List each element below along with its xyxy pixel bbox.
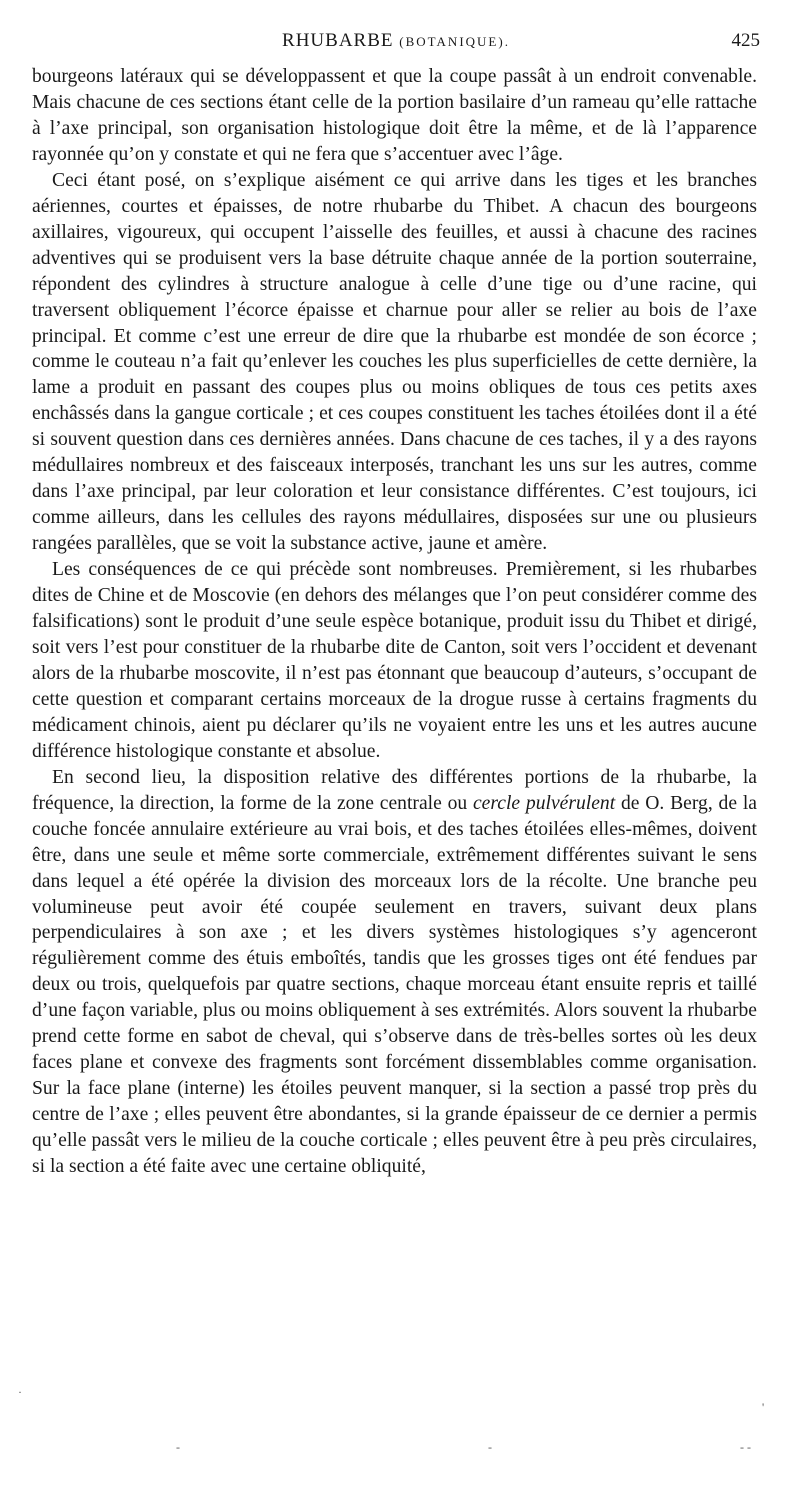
paragraph-text: bourgeons latéraux qui se développassent et que la coupe passât à un endroit convenable. Mais chacune de ces sections étant celle de la portion basilaire d’un rameau qu’elle rattache à l’axe principal, son organisation histologique doit être la même, et de là l’apparence rayonnée qu’on y constate et qui ne fera que s’accentuer avec l’âge. [32, 66, 757, 165]
paragraph-text: Ceci étant posé, on s’explique aisément ce qui arrive dans les tiges et les branches aériennes, courtes et épaisses, de notre rhubarbe du Thibet. A chacun des bourgeons axillaires, vigoureux, qui occupent l’aisselle des feuilles, et aussi à chacune des racines adventives qui se produisent vers la base détruite chaque année de la portion souterraine, répondent des cylindres à structure analogue à celle d’une tige ou d’une racine, qui traversent obliquement l’écorce épaisse et charnue pour aller se relier au bois de l’axe principal. Et comme c’est une erreur de dire que la rhubarbe est mondée de son écorce ; comme le couteau n’a fait qu’enlever les couches les plus superficielles de cette dernière, la lame a produit en passant des coupes plus ou moins obliques de tous ces petits axes enchâssés dans la gangue corticale ; et ces coupes constituent les taches étoilées dont il a été si souvent question dans ces dernières années. Dans chacune de ces taches, il y a des rayons médullaires nombreux et des faisceaux interposés, tranchant les uns sur les autres, comme dans l’axe principal, par leur coloration et leur consistance différentes. C’est toujours, ici comme ailleurs, dans les cellules des rayons médullaires, disposées sur une ou plusieurs rangées parallèles, que se voit la substance active, jaune et amère. [32, 169, 757, 555]
running-title-qualifier: (BOTANIQUE). [399, 34, 510, 49]
margin-speck: · [18, 1385, 22, 1399]
body-text [32, 64, 757, 1180]
running-title-main: RHUBARBE [282, 30, 394, 51]
paragraph-text: de O. Berg, de la couche foncée annulaire extérieure au vrai bois, et des taches étoilées elles-mêmes, doivent être, dans une seule et même sorte commerciale, extrêmement différentes suivant le sens dans lequel a été opérée la division des morceaux lors de la récolte. Une branche peu volumineuse peut avoir été coupée seulement en travers, suivant deux plans perpendiculaires à son axe ; et les divers systèmes histologiques s’y agenceront régulièrement comme des étuis emboîtés, tandis que les grosses tiges ont été fendues par deux ou trois, quelquefois par quatre sections, chaque morceau étant ensuite repris et taillé d’une façon variable, plus ou moins obliquement à ses extrémités. Alors souvent la rhubarbe prend cette forme en sabot de cheval, qui s’observe dans de très-belles sortes où les deux faces plane et convexe des fragments sont forcément dissemblables comme organisation. Sur la face plane (interne) les étoiles peuvent manquer, si la section a passé trop près du centre de l’axe ; elles peuvent être abondantes, si la grande épaisseur de ce dernier a permis qu’elle passât vers le milieu de la couche corticale ; elles peuvent être à peu près circulaires, si la section a été faite avec une certaine obliquité, [32, 792, 757, 1178]
scan-mark: - [176, 1440, 180, 1454]
scan-mark: ' [762, 1400, 765, 1414]
paragraph-text: En second lieu, la disposition relative des différentes portions de la rhubarbe, la fréquence, la direction, la forme de la zone centrale ou [32, 766, 757, 814]
page-header [32, 30, 760, 56]
paragraph [32, 168, 757, 557]
paragraph [32, 64, 757, 168]
paragraph [32, 557, 757, 765]
page-number: 425 [731, 30, 760, 51]
paragraph-text: Les conséquences de ce qui précède sont nombreuses. Premièrement, si les rhubarbes dites de Chine et de Moscovie (en dehors des mélanges que l’on peut considérer comme des falsifications) sont le produit d’une seule espèce botanique, produit issu du Thibet et dirigé, soit vers l’est pour constituer de la rhubarbe dite de Canton, soit vers l’occident et devenant alors de la rhubarbe moscovite, il n’est pas étonnant que beaucoup d’auteurs, s’occupant de cette question et comparant certains morceaux de la drogue russe à certains fragments du médicament chinois, aient pu déclarer qu’ils ne voyaient entre les uns et les autres aucune différence histologique constante et absolue. [32, 559, 757, 762]
scan-mark: - - [740, 1440, 751, 1454]
italic-term: cercle pulvérulent [472, 792, 616, 814]
running-title [32, 30, 760, 52]
paragraph [32, 765, 757, 1180]
scan-mark: - [488, 1440, 492, 1454]
